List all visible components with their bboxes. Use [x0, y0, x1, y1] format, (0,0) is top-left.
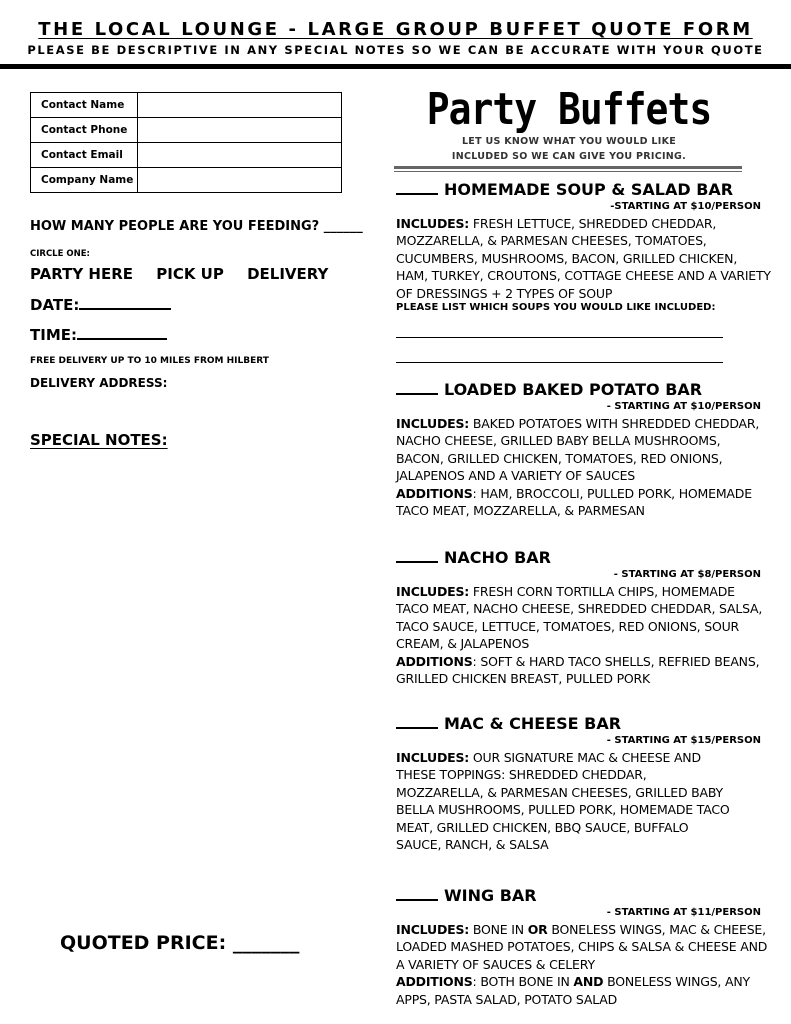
- wing-bar-description: [396, 921, 771, 1008]
- potato-bar-price: - STARTING AT $10/PERSON: [606, 401, 761, 412]
- wing-additions-and: AND: [573, 974, 604, 990]
- quoted-price-label: QUOTED PRICE: _______: [60, 932, 300, 954]
- potato-bar-section: [396, 380, 771, 519]
- nacho-additions-label: ADDITIONS: [396, 653, 473, 669]
- soup-salad-checkbox-line[interactable]: [396, 193, 438, 195]
- party-buffets-subtitle-line2: INCLUDED SO WE CAN GIVE YOU PRICING.: [451, 151, 687, 162]
- potato-includes-label: INCLUDES:: [396, 416, 470, 431]
- nacho-bar-price: - STARTING AT $8/PERSON: [613, 569, 761, 580]
- contact-row-phone: [31, 118, 342, 143]
- buffets-rule-thin: [394, 171, 742, 172]
- circle-one-label: CIRCLE ONE:: [30, 249, 90, 259]
- mac-cheese-price: - STARTING AT $15/PERSON: [606, 735, 761, 746]
- soup-salad-description: [396, 215, 771, 302]
- soup-includes-text: FRESH LETTUCE, SHREDDED CHEDDAR, MOZZARELLA, & PARMESAN CHEESES, TOMATOES, CUCUMBERS, MUSHROOMS, BACON, GRILLED CHICKEN, HAM, TURKEY, CROUTONS, COTTAGE CHEESE AND A VARIETY OF DRESSINGS + 2 TYPES OF SOUP: [396, 216, 771, 301]
- potato-bar-description: [396, 415, 771, 519]
- free-delivery-note: FREE DELIVERY UP TO 10 MILES FROM HILBERT: [30, 356, 269, 366]
- nacho-bar-section: [396, 548, 771, 687]
- contact-phone-label: Contact Phone: [31, 118, 138, 143]
- people-count-question: HOW MANY PEOPLE ARE YOU FEEDING? ______: [30, 219, 363, 234]
- potato-bar-title: LOADED BAKED POTATO BAR: [444, 380, 703, 399]
- wing-bar-price: - STARTING AT $11/PERSON: [606, 907, 761, 918]
- special-notes-label: SPECIAL NOTES:: [30, 431, 168, 449]
- potato-bar-checkbox-line[interactable]: [396, 393, 438, 395]
- soup-salad-heading: [396, 180, 771, 199]
- contact-name-label: Contact Name: [31, 93, 138, 118]
- party-buffets-title: Party Buffets: [426, 83, 712, 135]
- date-label: DATE:: [30, 296, 80, 314]
- nacho-bar-heading: [396, 548, 771, 567]
- nacho-bar-title: NACHO BAR: [444, 548, 551, 567]
- wing-additions-text-a: : BOTH BONE IN: [472, 974, 574, 990]
- option-party-here[interactable]: PARTY HERE: [30, 265, 134, 283]
- contact-table: [30, 92, 342, 193]
- mac-cheese-section: [396, 714, 771, 853]
- wing-bar-checkbox-line[interactable]: [396, 899, 438, 901]
- contact-row-name: [31, 93, 342, 118]
- buffets-rule-thick: [394, 166, 742, 169]
- mac-includes-text: OUR SIGNATURE MAC & CHEESE AND THESE TOPPINGS: SHREDDED CHEDDAR, MOZZARELLA, & PARMESAN CHEESES, GRILLED BABY BELLA MUSHROOMS, PULLED PORK, HOMEMADE TACO MEAT, GRILLED CHICKEN, BBQ SAUCE, BUFFALO SAUCE, RANCH, & SALSA: [396, 750, 730, 853]
- delivery-address-label: DELIVERY ADDRESS:: [30, 376, 168, 390]
- nacho-includes-text: FRESH CORN TORTILLA CHIPS, HOMEMADE TACO MEAT, NACHO CHEESE, SHREDDED CHEDDAR, SALSA, TACO SAUCE, LETTUCE, TOMATOES, RED ONIONS, SOUR CREAM, & JALAPENOS: [396, 584, 763, 652]
- potato-additions-text: : HAM, BROCCOLI, PULLED PORK, HOMEMADE TACO MEAT, MOZZARELLA, & PARMESAN: [396, 485, 752, 519]
- mac-cheese-title: MAC & CHEESE BAR: [444, 714, 622, 733]
- contact-email-label: Contact Email: [31, 143, 138, 168]
- mac-includes-label: INCLUDES:: [396, 750, 470, 765]
- soup-salad-title: HOMEMADE SOUP & SALAD BAR: [444, 180, 734, 199]
- soup-list-blank-1[interactable]: [396, 313, 723, 338]
- wing-bar-heading: [396, 886, 771, 905]
- wing-includes-text-b: BONELESS WINGS, MAC & CHEESE, LOADED MASHED POTATOES, CHIPS & SALSA & CHEESE AND A VARIETY OF SAUCES & CELERY: [396, 922, 768, 972]
- mac-cheese-checkbox-line[interactable]: [396, 727, 438, 729]
- contact-name-field[interactable]: [138, 93, 342, 118]
- time-blank[interactable]: [77, 338, 167, 340]
- soup-please-list: PLEASE LIST WHICH SOUPS YOU WOULD LIKE INCLUDED:: [396, 302, 716, 314]
- contact-email-field[interactable]: [138, 143, 342, 168]
- option-pick-up[interactable]: PICK UP: [156, 265, 224, 283]
- nacho-bar-checkbox-line[interactable]: [396, 561, 438, 563]
- wing-bar-title: WING BAR: [444, 886, 537, 905]
- potato-includes-text: BAKED POTATOES WITH SHREDDED CHEDDAR, NACHO CHEESE, GRILLED BABY BELLA MUSHROOMS, BACON, GRILLED CHICKEN, TOMATOES, RED ONIONS, JALAPENOS AND A VARIETY OF SAUCES: [396, 416, 760, 484]
- soup-includes-label: INCLUDES:: [396, 216, 470, 231]
- potato-bar-heading: [396, 380, 771, 399]
- wing-includes-or: OR: [527, 922, 548, 937]
- nacho-includes-label: INCLUDES:: [396, 584, 470, 599]
- time-label: TIME:: [30, 326, 77, 344]
- time-field: [30, 326, 167, 344]
- potato-additions-label: ADDITIONS: [396, 485, 473, 501]
- form-subtitle: PLEASE BE DESCRIPTIVE IN ANY SPECIAL NOTES SO WE CAN BE ACCURATE WITH YOUR QUOTE: [27, 43, 764, 57]
- date-field: [30, 296, 171, 314]
- mac-cheese-description: [396, 749, 731, 853]
- contact-row-email: [31, 143, 342, 168]
- company-name-field[interactable]: [138, 168, 342, 193]
- contact-row-company: [31, 168, 342, 193]
- mac-cheese-heading: [396, 714, 771, 733]
- wing-includes-label: INCLUDES:: [396, 922, 470, 937]
- soup-salad-section: [396, 180, 771, 363]
- nacho-additions-text: : SOFT & HARD TACO SHELLS, REFRIED BEANS, GRILLED CHICKEN BREAST, PULLED PORK: [396, 653, 760, 687]
- wing-includes-text-a: BONE IN: [469, 922, 528, 937]
- contact-phone-field[interactable]: [138, 118, 342, 143]
- wing-additions-label: ADDITIONS: [396, 974, 473, 990]
- party-buffets-subtitle-line1: LET US KNOW WHAT YOU WOULD LIKE: [461, 136, 677, 147]
- wing-bar-section: [396, 886, 771, 1008]
- service-options: [30, 265, 346, 283]
- wing-additions-text-b: BONELESS WINGS, ANY APPS, PASTA SALAD, POTATO SALAD: [396, 974, 750, 1007]
- nacho-bar-description: [396, 583, 771, 687]
- party-buffets-subtitle: [396, 134, 742, 164]
- soup-salad-price: -STARTING AT $10/PERSON: [610, 201, 761, 212]
- company-name-label: Company Name: [31, 168, 138, 193]
- option-delivery[interactable]: DELIVERY: [247, 265, 329, 283]
- date-blank[interactable]: [79, 308, 171, 310]
- form-title: THE LOCAL LOUNGE - LARGE GROUP BUFFET QUOTE FORM: [38, 19, 753, 40]
- soup-list-blank-2[interactable]: [396, 338, 723, 363]
- header-divider: [0, 64, 791, 69]
